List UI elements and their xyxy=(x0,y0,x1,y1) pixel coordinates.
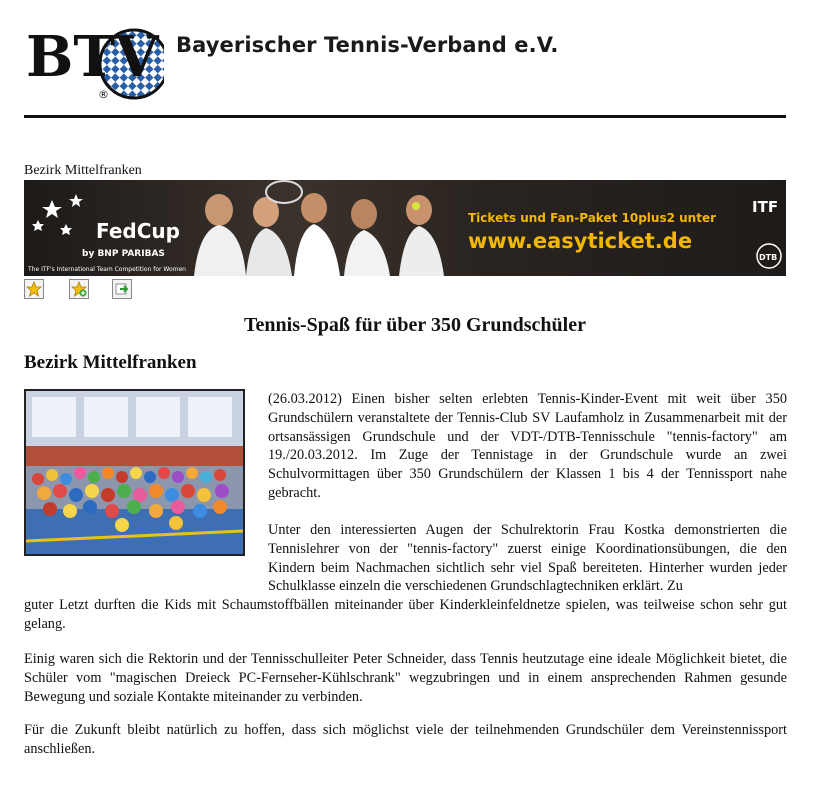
sponsor-text: by BNP PARIBAS xyxy=(82,249,165,259)
article-section-title: Bezirk Mittelfranken xyxy=(24,352,197,373)
article-paragraph-2-end: guter Letzt durften die Kids mit Schaumstoffbällen miteinander über Kinderkleinfeldnetze spielen, was teilweise schon sehr gut gelang. xyxy=(24,597,787,632)
article-paragraph-1: (26.03.2012) Einen bisher selten erlebten Tennis-Kinder-Event mit weit über 350 Grundschülern veranstaltete der Tennis-Club SV Laufamholz in Zusammenarbeit mit der ortsansässigen Grundschule und der VDT-/DTB-Tennisschule "tennis-factory" am 19./20.03.2012. Im Zuge der Tennistage in der Grundschule wurde an zwei Schulvormittagen über 350 Grundschülern der Klassen 1 bis 4 der Tennissport nahe gebracht. xyxy=(268,391,787,501)
article-photo[interactable] xyxy=(24,389,245,556)
offer-text: Tickets und Fan-Paket 10plus2 unter xyxy=(468,211,717,225)
article-paragraph-3: Einig waren sich die Rektorin und der Tennisschulleiter Peter Schneider, dass Tennis heutzutage eine ideale Möglichkeit bietet, die Schüler vom "magischen Dreieck PC-Fernseher-Kühlschrank" wegzubringen und in einem ansprechenden Rahmen gesunde Bewegung und soziale Kontakte miteinander zu verbinden. xyxy=(24,651,787,705)
registered-mark: ® xyxy=(98,88,109,101)
btv-logo xyxy=(22,14,164,106)
forward-arrow-icon[interactable] xyxy=(112,279,132,299)
fedcup-banner[interactable] xyxy=(24,180,786,276)
star-icon[interactable] xyxy=(24,279,44,299)
star-add-icon[interactable] xyxy=(69,279,89,299)
logo-letters: BTV xyxy=(26,24,159,90)
organization-name: Bayerischer Tennis-Verband e.V. xyxy=(176,33,559,57)
article-headline: Tennis-Spaß für über 350 Grundschüler xyxy=(244,314,586,336)
fedcup-subtitle: The ITF's International Team Competition for Women xyxy=(28,266,186,273)
itf-logo: ITF xyxy=(752,198,779,216)
fedcup-title: FedCup xyxy=(96,219,180,243)
ticket-url: www.easyticket.de xyxy=(468,229,693,253)
article-paragraph-4: Für die Zukunft bleibt natürlich zu hoffen, dass sich möglichst viele der teilnehmenden Grundschüler dem Vereinstennissport anschließen. xyxy=(24,722,787,757)
article-paragraph-2-start: Unter den interessierten Augen der Schulrektorin Frau Kostka demonstrierten die Tennislehrer von der "tennis-factory" zuerst einige Koordinationsübungen, die den Kindern beim Nachmachen sichtlich sehr viel Spaß bereiteten. Hinterher wurden jeder Schulklasse einzeln die verschiedenen Grundschlagtechniken erklärt. Zu xyxy=(268,522,787,595)
breadcrumb-district: Bezirk Mittelfranken xyxy=(24,163,142,178)
header-divider xyxy=(24,115,786,118)
dtb-logo: DTB xyxy=(759,253,778,262)
